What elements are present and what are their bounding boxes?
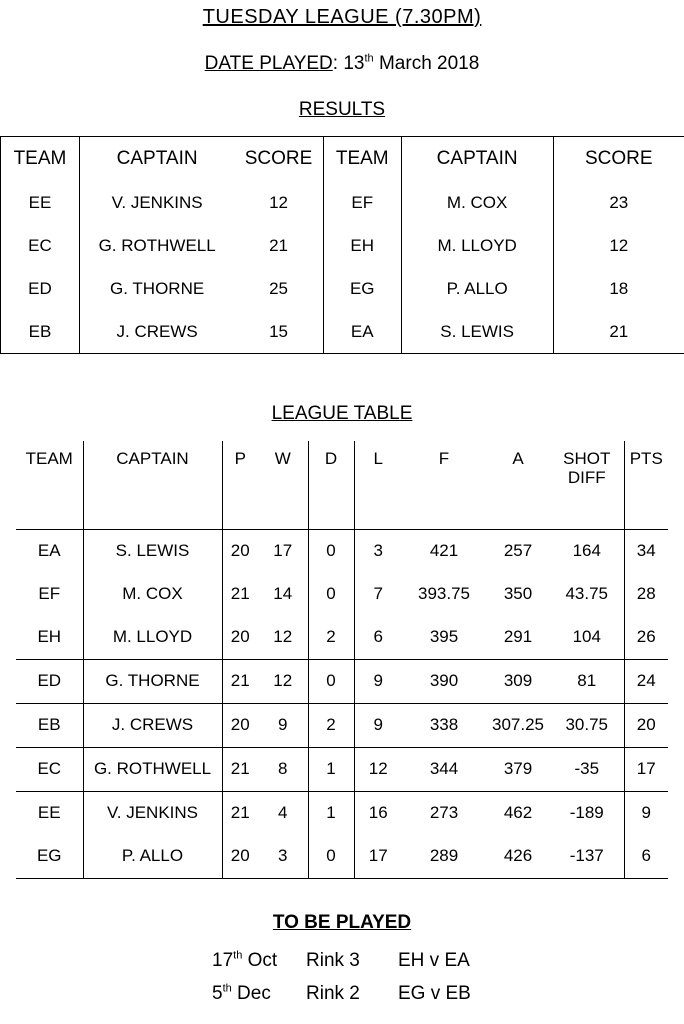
league-cell: 9: [258, 703, 308, 747]
results-header-team: TEAM: [1, 137, 80, 182]
results-cell: S. LEWIS: [401, 310, 553, 354]
league-header-team: TEAM: [16, 441, 83, 529]
league-cell: 1: [308, 747, 354, 791]
league-cell: 17: [368, 846, 388, 865]
league-header-diff: DIFF: [567, 468, 606, 487]
results-cell: P. ALLO: [401, 267, 553, 310]
results-cell: EB: [1, 310, 80, 354]
league-cell: S. LEWIS: [83, 529, 222, 573]
results-cell: 12: [553, 224, 684, 267]
league-cell: 3: [373, 541, 383, 560]
date-played-day-suffix: th: [364, 52, 374, 65]
fixture-match: EH v EA: [398, 950, 470, 971]
league-cell: EA: [37, 541, 61, 560]
league-cell: 2: [308, 616, 354, 660]
league-cell: EE: [16, 791, 83, 835]
league-cell: -189: [550, 791, 624, 835]
league-cell: 21: [222, 791, 258, 835]
results-header-score: SCORE: [244, 148, 313, 169]
results-cell: EH: [323, 224, 401, 267]
results-cell: EC: [1, 224, 80, 267]
league-cell: 16: [354, 791, 402, 835]
date-played-day: 13: [343, 53, 365, 74]
league-cell: 291: [503, 627, 533, 646]
results-cell: G. THORNE: [79, 267, 234, 310]
fixture-month: Oct: [242, 950, 278, 971]
fixture-day: 17: [212, 950, 234, 971]
league-cell: 7: [373, 584, 383, 603]
league-cell: 338: [402, 703, 486, 747]
results-cell: EF: [323, 181, 401, 224]
league-cell: 8: [258, 747, 308, 791]
league-cell: EG: [36, 846, 62, 865]
league-cell: 12: [258, 616, 308, 660]
league-cell: V. JENKINS: [83, 791, 222, 835]
league-cell: 12: [258, 659, 308, 703]
league-cell: 30.75: [550, 703, 624, 747]
league-header-lost: L: [354, 441, 402, 529]
league-cell: -35: [550, 747, 624, 791]
fixture-date: [212, 977, 306, 1010]
league-cell: 390: [402, 659, 486, 703]
fixtures-list: [212, 944, 471, 1010]
date-played-rest: March 2018: [373, 53, 480, 74]
fixture-rink: Rink 2: [306, 983, 360, 1004]
league-cell: 20: [222, 703, 258, 747]
results-cell: V. JENKINS: [79, 181, 234, 224]
results-row: [1, 310, 684, 354]
league-cell: 395: [429, 627, 459, 646]
league-row: [16, 835, 668, 879]
league-header-for: F: [402, 441, 486, 529]
league-cell: 21: [222, 659, 258, 703]
results-cell: ED: [1, 267, 80, 310]
league-cell: 9: [354, 703, 402, 747]
league-header-points: PTS: [624, 441, 668, 529]
results-row: [1, 267, 684, 310]
league-cell: 43.75: [550, 573, 624, 616]
league-cell: M. COX: [83, 573, 222, 616]
to-be-played-heading: TO BE PLAYED: [272, 912, 412, 933]
results-header-score: SCORE: [553, 137, 684, 182]
fixture-date: [212, 944, 306, 977]
fixture-rink: Rink 3: [306, 950, 360, 971]
league-cell: 0: [308, 573, 354, 616]
league-row: [16, 616, 668, 660]
results-cell: 25: [269, 278, 288, 298]
league-cell: 344: [402, 747, 486, 791]
results-cell: EG: [323, 267, 401, 310]
results-header-captain: CAPTAIN: [79, 137, 234, 182]
league-row: [16, 529, 668, 573]
league-cell: 81: [550, 659, 624, 703]
league-row: [16, 703, 668, 747]
league-cell: J. CREWS: [83, 703, 222, 747]
league-table-heading: LEAGUE TABLE: [271, 403, 413, 424]
fixture-day: 5: [212, 983, 223, 1004]
results-heading: RESULTS: [298, 99, 386, 120]
league-row: [16, 747, 668, 791]
results-cell: 23: [553, 181, 684, 224]
league-cell: EF: [38, 584, 61, 603]
league-header-played: P: [222, 441, 258, 529]
league-cell: 34: [636, 541, 656, 560]
results-cell: 12: [269, 192, 288, 212]
league-row: [16, 791, 668, 835]
fixture-match: EG v EB: [398, 983, 471, 1004]
league-cell: 4: [258, 791, 308, 835]
league-cell: 28: [636, 584, 656, 603]
league-cell: EH: [37, 627, 62, 646]
league-header-shot-diff: [550, 441, 624, 529]
league-header-drawn: D: [308, 441, 354, 529]
results-header-captain: CAPTAIN: [401, 137, 553, 182]
league-cell: EB: [16, 703, 83, 747]
results-cell: M. COX: [401, 181, 553, 224]
league-cell: 309: [486, 659, 550, 703]
league-cell: 12: [354, 747, 402, 791]
league-cell: P. ALLO: [83, 835, 222, 879]
fixture-day-suffix: th: [222, 982, 232, 995]
league-cell: G. THORNE: [83, 659, 222, 703]
league-cell: 21: [230, 584, 250, 603]
league-cell: 14: [258, 573, 308, 616]
results-cell: G. ROTHWELL: [79, 224, 234, 267]
league-cell: ED: [16, 659, 83, 703]
league-cell: 17: [624, 747, 668, 791]
league-cell: 350: [503, 584, 533, 603]
results-cell: 21: [553, 310, 684, 354]
league-cell: G. ROTHWELL: [83, 747, 222, 791]
results-row: [1, 224, 684, 267]
league-cell: 9: [354, 659, 402, 703]
results-cell: EE: [1, 181, 80, 224]
results-header-row: [1, 137, 684, 182]
league-cell: 26: [636, 627, 656, 646]
date-played: DATE PLAYED: 13th March 2018: [204, 52, 480, 74]
fixture-row: [212, 977, 471, 1010]
league-cell: 426: [503, 846, 533, 865]
results-cell: EA: [323, 310, 401, 354]
league-cell: 104: [550, 616, 624, 660]
league-cell: 307.25: [486, 703, 550, 747]
league-cell: 257: [503, 541, 533, 560]
league-cell: M. LLOYD: [83, 616, 222, 660]
date-played-label: DATE PLAYED: [204, 53, 333, 74]
league-cell: 164: [550, 529, 624, 573]
page-title: TUESDAY LEAGUE (7.30PM): [202, 6, 482, 28]
league-header-against: A: [486, 441, 550, 529]
league-cell: 1: [308, 791, 354, 835]
fixture-month: Dec: [231, 983, 271, 1004]
league-cell: 6: [641, 846, 651, 865]
league-cell: 421: [429, 541, 459, 560]
league-table: [16, 441, 668, 879]
league-header-row: [16, 441, 668, 529]
league-cell: 3: [258, 835, 308, 879]
league-cell: EC: [16, 747, 83, 791]
league-cell: 289: [429, 846, 459, 865]
results-cell: 21: [269, 235, 288, 255]
results-row: [1, 181, 684, 224]
league-cell: 9: [624, 791, 668, 835]
league-header-captain: CAPTAIN: [83, 441, 222, 529]
fixture-row: [212, 944, 471, 977]
league-cell: 0: [308, 529, 354, 573]
results-cell: M. LLOYD: [401, 224, 553, 267]
league-cell: 379: [486, 747, 550, 791]
league-row: [16, 573, 668, 616]
league-row: [16, 659, 668, 703]
results-cell: J. CREWS: [79, 310, 234, 354]
league-cell: 20: [230, 846, 250, 865]
league-cell: 21: [222, 747, 258, 791]
league-cell: 273: [402, 791, 486, 835]
league-cell: 462: [486, 791, 550, 835]
league-cell: 20: [624, 703, 668, 747]
league-header-won: W: [258, 441, 308, 529]
league-cell: 0: [308, 835, 354, 879]
results-table: [0, 136, 684, 354]
league-cell: 24: [624, 659, 668, 703]
league-header-shot: SHOT: [563, 449, 611, 468]
league-cell: 393.75: [418, 584, 470, 603]
results-header-team: TEAM: [323, 137, 401, 182]
league-cell: 20: [230, 541, 250, 560]
league-cell: -137: [550, 835, 624, 879]
league-cell: 6: [373, 627, 383, 646]
league-cell: 2: [308, 703, 354, 747]
results-cell: 18: [553, 267, 684, 310]
league-cell: 20: [230, 627, 250, 646]
league-cell: 0: [308, 659, 354, 703]
results-cell: 15: [269, 321, 288, 341]
fixture-day-suffix: th: [233, 949, 243, 962]
league-cell: 17: [258, 529, 308, 573]
